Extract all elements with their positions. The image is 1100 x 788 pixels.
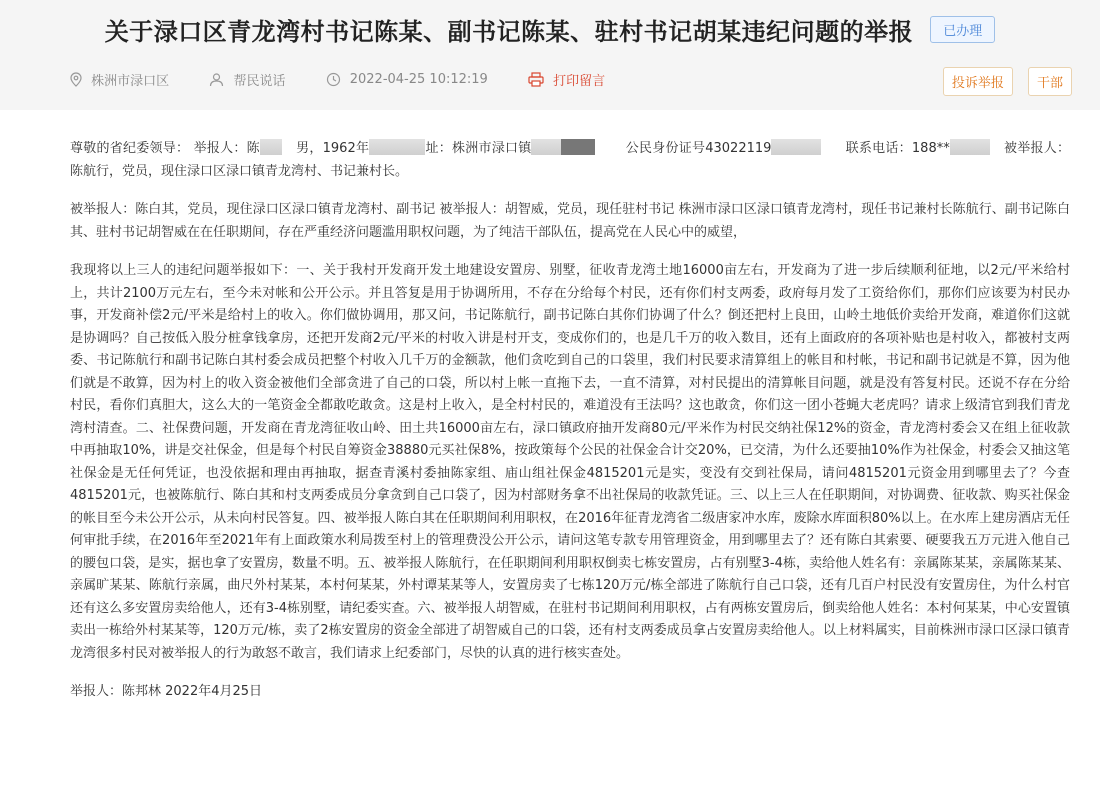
clock-icon [326, 72, 341, 87]
location-text[interactable]: 株洲市渌口区 [91, 74, 170, 89]
print-button[interactable] [528, 70, 605, 89]
redaction-mask [771, 139, 821, 155]
post-header [0, 0, 1100, 110]
complaint-button[interactable]: 投诉举报 [943, 67, 1013, 96]
text-segment: 联系电话：188** [845, 141, 950, 156]
location-pin-icon [70, 72, 82, 87]
title-row [0, 12, 1100, 47]
content-paragraph-3: 我现将以上三人的违纪问题举报如下：一、关于我村开发商开发土地建设安置房、别墅，征收青龙湾土地16000亩左右，开发商为了进一步后续顺利征地，以2元/平米给村上，共计2100万元左右，至今未对帐和公开公示。并且答复是用于协调所用，不存在分给每个村民，还有你们村支两委，政府每月发了工资给你们，那你们应该要为村民办事，开发商补偿2元/平米是给村上的收入。你们做协调用，那又问，书记陈航行，副书记陈白其你们协调了什么？倒还把村上良田，山岭土地低价卖给开发商，难道你们这就是协调吗？自己按低入股分桩拿钱拿房，还把开发商2元/平米的村收入讲是村开支，变成你们的，也是几千万的收入数目，还有上面政府的各项补贴也是村收入，都被村支两委、书记陈航行和副书记陈白其村委会成员把整个村收入几千万的金额款，他们贪吃到自己的口袋里，我们村民要求清算组上的帐目和村帐，书记和副书记就是不算，因为他们就是不敢算，因为村上的收入资金被他们全部贪进了自己的口袋，所以村上帐一直拖下去，一直不清算，对村民提出的清算帐目问题，就是没有答复村民。还说不存在分给村民，看你们真胆大，这么大的一笔资金全都敢吃敢贪。这是村上收入，是全村村民的，难道没有王法吗？这也敢贪，你们这一团小苍蝇大老虎吗？请求上级清官到我们青龙湾村清查。二、社保费问题，开发商在青龙湾征收山岭、田土共16000亩左右，渌口镇政府抽开发商80元/平米作为村民交纳社保12%的资金，青龙湾村委会又在组上征收款中再抽取10%，讲是交社保金，但是每个村民自筹资金38880元买社保8%，按政策每个公民的社保金合计交20%，已交清，为什么还要抽10%作为社保金，村委会又抽这笔社保金是无任何凭证，也没依据和理由再抽取，据查青溪村委抽陈家组、庙山组社保金4815201元是实，变没有交到社保局，请问4815201元资金用到哪里去了？今查4815201元，也被陈航行、陈白其和村支两委成员分拿贪到自己口袋了，因为村部财务拿不出社保局的收款凭证。三、以上三人在任职期间，对协调费、征收款、购买社保金的帐目至今未公开公示，从未向村民答复。四、被举报人陈白其在任职期间利用职权，在2016年征青龙湾省二级唐家冲水库，废除水库面积80%以上。在水库上建房酒店无任何审批手续，在2016年至2021年有上面政策水利局拨至村上的管理费没公开公示，请问这笔专款专用管理资金，用到哪里去了？还有陈白其索要、硬要我五万元进入他自己的腰包口袋，是实，据也拿了安置房，数量不明。五、被举报人陈航行，在任职期间利用职权倒卖七栋安置房，占有别墅3-4栋，卖给他人姓名有：亲属陈某某，亲属陈某某、亲属旷某某、陈航行亲属，曲尺外村某某，本村何某某，外村谭某某等人，安置房卖了七栋120万元/栋全部进了陈航行自己口袋，还有几百户村民没有安置房住，为什么村官还有这么多安置房卖给他人，还有3-4栋别墅，请纪委实查。六、被举报人胡智威，在驻村书记期间利用职权，占有两栋安置房后，倒卖给他人姓名：本村何某某，中心安置镇卖出一栋给外村某某等，120万元/栋，卖了2栋安置房的资金全部进了胡智威自己的口袋，还有村支两委成员拿占安置房卖给他人。以上材料属实，目前株洲市渌口区渌口镇青龙湾很多村民对被举报人的行为敢怒不敢言，我们请求上纪委部门，尽快的认真的进行核实查处。 [70, 263, 1070, 661]
content-paragraph-1 [70, 138, 1070, 183]
datetime-text: 2022-04-25 10:12:19 [349, 72, 488, 87]
text-segment: 男，1962年 [295, 141, 370, 156]
meta-datetime [326, 72, 488, 87]
meta-row [70, 70, 641, 89]
printer-icon [528, 72, 544, 87]
print-label: 打印留言 [553, 74, 606, 89]
cadre-button[interactable]: 干部 [1028, 67, 1072, 96]
page-title: 关于渌口区青龙湾村书记陈某、副书记陈某、驻村书记胡某违纪问题的举报 [104, 18, 914, 46]
text-segment: 被举报人：陈航行，党员，现住渌口区渌口镇青龙湾村、书记兼村长。 [70, 141, 1070, 179]
meta-category [209, 70, 285, 89]
user-icon [209, 72, 224, 87]
redaction-mask [950, 139, 990, 155]
redaction-mask [260, 139, 282, 155]
content-paragraph-2: 被举报人：陈白其，党员，现住渌口区渌口镇青龙湾村、副书记 被举报人：胡智威，党员，现任驻村书记 株洲市渌口区渌口镇青龙湾村，现任书记兼村长陈航行、副书记陈白其、驻村书记胡智威在在任职期间，存在严重经济问题滥用职权问题，为了纯洁干部队伍，提高党在人民心中的威望， [70, 202, 1070, 240]
post-content [0, 110, 1100, 704]
text-segment: 公民身份证号43022119 [625, 141, 772, 156]
redaction-mask [369, 139, 425, 155]
redaction-mask [531, 139, 561, 155]
meta-location [70, 70, 169, 89]
text-segment: 尊敬的省纪委领导： 举报人：陈 [70, 141, 260, 156]
text-segment: 址：株洲市渌口镇 [425, 141, 532, 156]
redaction-mask [561, 139, 595, 155]
category-text[interactable]: 帮民说话 [233, 74, 286, 89]
header-actions [933, 67, 1072, 96]
signature: 举报人：陈邦林 2022年4月25日 [70, 684, 263, 699]
status-badge: 已办理 [930, 16, 995, 43]
